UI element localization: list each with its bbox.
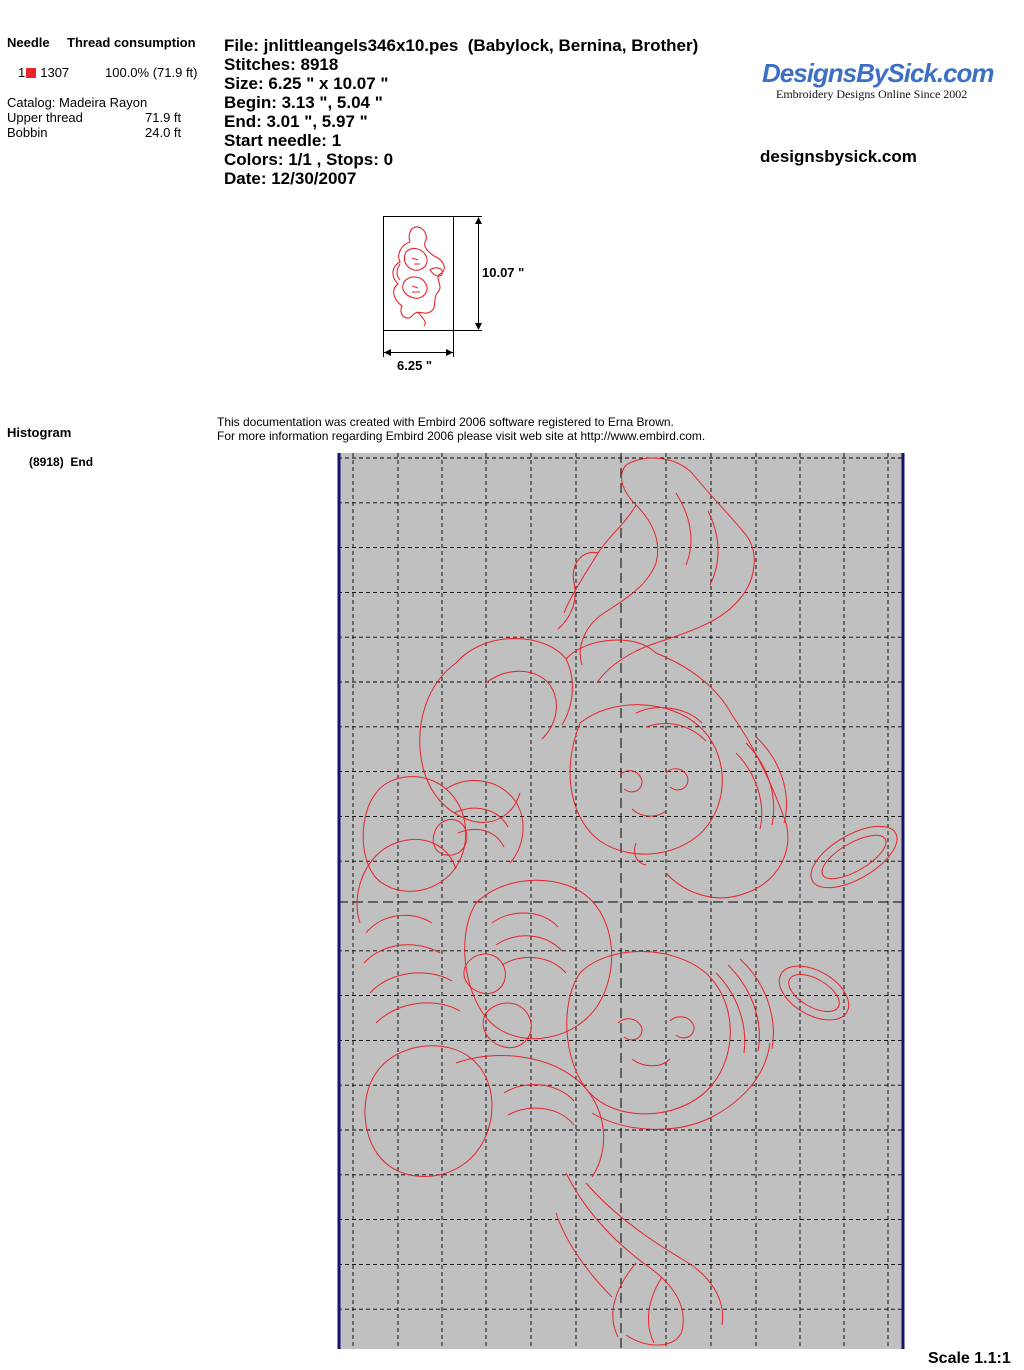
thumbnail-width-label: 6.25 " xyxy=(397,358,433,373)
thumbnail-height-label: 10.07 " xyxy=(482,265,525,280)
start-needle: Start needle: 1 xyxy=(224,131,342,150)
thread-color-swatch xyxy=(26,68,36,78)
file-name: File: jnlittleangels346x10.pes (Babylock, Bernina, Brother) xyxy=(224,36,699,55)
design-size: Size: 6.25 " x 10.07 " xyxy=(224,74,389,93)
logo-tagline: Embroidery Designs Online Since 2002 xyxy=(776,87,968,101)
scale-label: Scale 1.1:1 xyxy=(928,1350,1011,1367)
credit-text xyxy=(217,415,705,443)
begin-position: Begin: 3.13 ", 5.04 " xyxy=(224,93,383,112)
bobbin-label: Bobbin xyxy=(7,125,48,140)
thread-row xyxy=(18,65,69,80)
needle-header: Needle xyxy=(7,35,50,50)
design-canvas xyxy=(336,453,908,1351)
histogram-title: Histogram xyxy=(7,425,72,440)
canvas-background xyxy=(338,453,904,1349)
upper-thread-value: 71.9 ft xyxy=(145,110,182,125)
file-info xyxy=(224,36,698,188)
design-date: Date: 12/30/2007 xyxy=(224,169,357,188)
design-thumbnail xyxy=(378,212,538,380)
thread-consumption-value: 100.0% (71.9 ft) xyxy=(105,65,198,80)
histogram-entry: (8918) End xyxy=(29,455,94,469)
thread-code: 1307 xyxy=(40,65,70,80)
catalog-label: Catalog: Madeira Rayon xyxy=(7,95,148,110)
logo-text: DesignsBySick.com xyxy=(762,58,994,88)
credit-line-1: This documentation was created with Embird 2006 software registered to Erna Brown. xyxy=(217,415,674,429)
thread-consumption-header: Thread consumption xyxy=(67,35,196,50)
upper-thread-label: Upper thread xyxy=(7,110,83,125)
bobbin-value: 24.0 ft xyxy=(145,125,182,140)
brand-logo xyxy=(762,58,994,89)
end-position: End: 3.01 ", 5.97 " xyxy=(224,112,368,131)
brand-url: designsbysick.com xyxy=(760,147,917,166)
needle-number: 1 xyxy=(18,65,26,80)
credit-line-2: For more information regarding Embird 2006 please visit web site at http://www.embird.com. xyxy=(217,429,706,443)
colors-stops: Colors: 1/1 , Stops: 0 xyxy=(224,150,394,169)
stitch-count: Stitches: 8918 xyxy=(224,55,339,74)
